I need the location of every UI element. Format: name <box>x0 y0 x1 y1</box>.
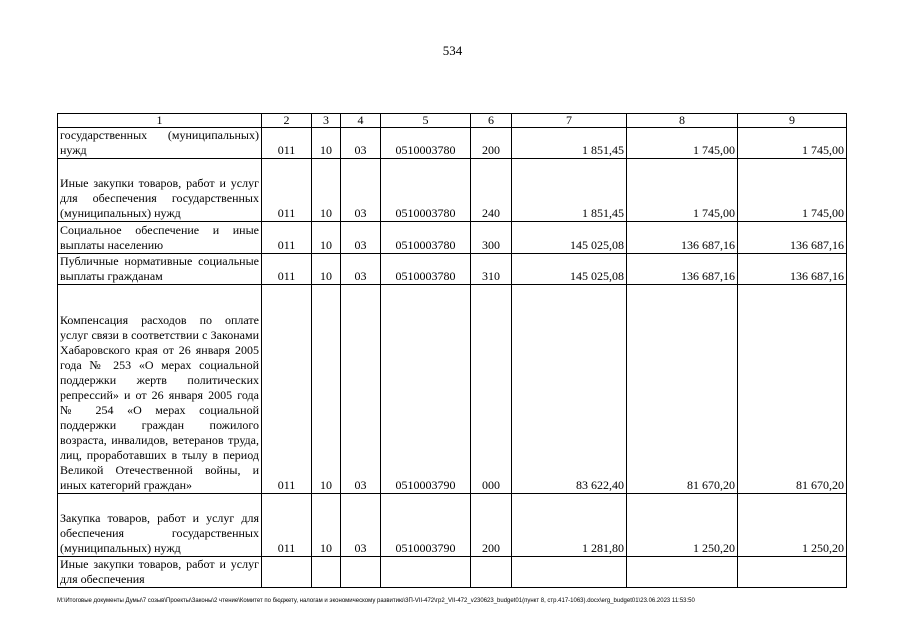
row-section-cell: 10 <box>312 285 341 494</box>
row-amount-col9-cell: 81 670,20 <box>738 285 847 494</box>
row-name-cell: Публичные нормативные социальные выплаты гражданам <box>58 254 262 285</box>
row-amount-col7-cell <box>512 557 627 588</box>
row-expense-type-cell: 000 <box>471 285 512 494</box>
header-cell-2: 2 <box>262 114 312 128</box>
row-expense-type-cell: 300 <box>471 222 512 254</box>
row-target-article-cell <box>381 557 471 588</box>
row-subsection-cell: 03 <box>341 222 381 254</box>
row-target-article-cell: 0510003790 <box>381 494 471 557</box>
header-cell-8: 8 <box>627 114 738 128</box>
row-admin-code-cell <box>262 557 312 588</box>
header-cell-5: 5 <box>381 114 471 128</box>
row-target-article-cell: 0510003790 <box>381 285 471 494</box>
row-amount-col7-cell: 83 622,40 <box>512 285 627 494</box>
row-name-cell: Компенсация расходов по оплате услуг связи в соответствии с Законами Хабаровского края от 26 января 2005 года № 253 «О мерах социальной поддержки жертв политических репрессий» и от 26 января 2005 года № 254 «О мерах социальной поддержки граждан пожилого возраста, инвалидов, ветеранов труда, лиц, проработавших в тылу в период Великой Отечественной войны, и иных категорий граждан» <box>58 285 262 494</box>
row-section-cell: 10 <box>312 159 341 222</box>
row-admin-code-cell: 011 <box>262 254 312 285</box>
row-amount-col8-cell <box>627 557 738 588</box>
row-expense-type-cell: 240 <box>471 159 512 222</box>
row-target-article-cell: 0510003780 <box>381 159 471 222</box>
table-row <box>58 128 847 159</box>
page-number: 534 <box>442 43 463 58</box>
row-amount-col8-cell: 1 745,00 <box>627 159 738 222</box>
row-admin-code-cell: 011 <box>262 159 312 222</box>
row-name-cell: Закупка товаров, работ и услуг для обеспечения государственных (муниципальных) нужд <box>58 494 262 557</box>
header-cell-3: 3 <box>312 114 341 128</box>
row-name-cell: государственных (муниципальных) нужд <box>58 128 262 159</box>
row-name-cell: Иные закупки товаров, работ и услуг для обеспечения государственных (муниципальных) нужд <box>58 159 262 222</box>
row-amount-col9-cell: 136 687,16 <box>738 222 847 254</box>
header-cell-6: 6 <box>471 114 512 128</box>
row-subsection-cell <box>341 557 381 588</box>
header-cell-9: 9 <box>738 114 847 128</box>
table-row <box>58 494 847 557</box>
row-expense-type-cell: 310 <box>471 254 512 285</box>
row-expense-type-cell <box>471 557 512 588</box>
row-target-article-cell: 0510003780 <box>381 254 471 285</box>
row-name-cell: Социальное обеспечение и иные выплаты населению <box>58 222 262 254</box>
row-amount-col7-cell: 145 025,08 <box>512 222 627 254</box>
row-amount-col9-cell: 1 745,00 <box>738 128 847 159</box>
document-file-path: M:\Итоговые документы Думы\7 созыв\Проекты\Законы\2 чтение\Комитет по бюджету, налогам и экономическому развитию\3П-VII-472\гр2_VII-472_v230623_budget01(пункт 8, стр.417-1063).docx\erg_budget01\23.06.2023 11:53:50 <box>57 598 695 604</box>
row-target-article-cell: 0510003780 <box>381 128 471 159</box>
row-section-cell: 10 <box>312 128 341 159</box>
row-amount-col7-cell: 1 281,80 <box>512 494 627 557</box>
row-amount-col7-cell: 145 025,08 <box>512 254 627 285</box>
header-cell-4: 4 <box>341 114 381 128</box>
row-expense-type-cell: 200 <box>471 128 512 159</box>
row-admin-code-cell: 011 <box>262 128 312 159</box>
table-row <box>58 254 847 285</box>
row-amount-col9-cell: 1 745,00 <box>738 159 847 222</box>
row-amount-col9-cell <box>738 557 847 588</box>
row-amount-col8-cell: 1 745,00 <box>627 128 738 159</box>
budget-table <box>57 113 847 588</box>
row-admin-code-cell: 011 <box>262 222 312 254</box>
row-admin-code-cell: 011 <box>262 285 312 494</box>
row-subsection-cell: 03 <box>341 159 381 222</box>
table-row <box>58 222 847 254</box>
row-subsection-cell: 03 <box>341 254 381 285</box>
row-subsection-cell: 03 <box>341 285 381 494</box>
row-amount-col7-cell: 1 851,45 <box>512 128 627 159</box>
table-header-row <box>58 114 847 128</box>
table-row <box>58 285 847 494</box>
row-target-article-cell: 0510003780 <box>381 222 471 254</box>
header-cell-7: 7 <box>512 114 627 128</box>
table-row <box>58 159 847 222</box>
table-row <box>58 557 847 588</box>
row-amount-col8-cell: 81 670,20 <box>627 285 738 494</box>
header-cell-1: 1 <box>58 114 262 128</box>
row-amount-col8-cell: 136 687,16 <box>627 222 738 254</box>
row-section-cell: 10 <box>312 254 341 285</box>
row-admin-code-cell: 011 <box>262 494 312 557</box>
row-section-cell <box>312 557 341 588</box>
row-amount-col9-cell: 136 687,16 <box>738 254 847 285</box>
row-amount-col9-cell: 1 250,20 <box>738 494 847 557</box>
row-amount-col7-cell: 1 851,45 <box>512 159 627 222</box>
row-subsection-cell: 03 <box>341 494 381 557</box>
row-section-cell: 10 <box>312 494 341 557</box>
row-name-cell: Иные закупки товаров, работ и услуг для обеспечения <box>58 557 262 588</box>
row-subsection-cell: 03 <box>341 128 381 159</box>
row-amount-col8-cell: 136 687,16 <box>627 254 738 285</box>
row-expense-type-cell: 200 <box>471 494 512 557</box>
row-section-cell: 10 <box>312 222 341 254</box>
row-amount-col8-cell: 1 250,20 <box>627 494 738 557</box>
